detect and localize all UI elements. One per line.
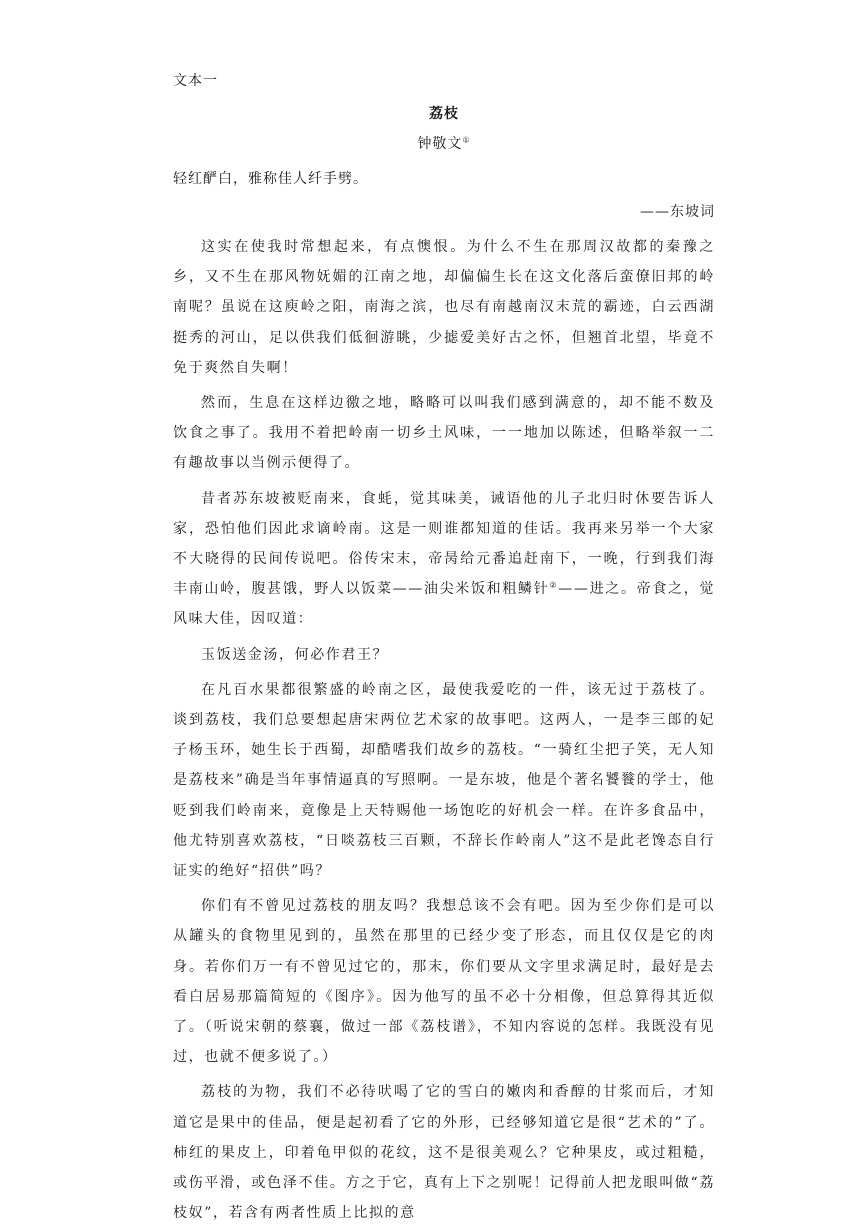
document-page bbox=[173, 66, 715, 1229]
author-name: 钟敬文 bbox=[417, 136, 463, 152]
paragraph-3-text-before: 昔者苏东坡被贬南来，食蚝，觉其味美，诫语他的儿子北归时休要告诉人家，恐怕他们因此求谪岭南。这是一则谁都知道的佳话。我再来另举一个大家不大晓得的民间传说吧。俗传宋末，帝昺给元番追赶南下，一晚，行到我们海丰南山岭，腹甚饿，野人以饭菜——油尖米饭和粗鳞针 bbox=[173, 490, 715, 598]
paragraph-6: 你们有不曾见过荔枝的朋友吗？我想总该不会有吧。因为至少你们是可以从罐头的食物里见到的，虽然在那里的已经少变了形态，而且仅仅是它的肉身。若你们万一有不曾见过它的，那末，你们要从文字里求满足时，最好是去看白居易那篇简短的《图序》。因为他写的虽不必十分相像，但总算得其近似了。（听说宋朝的蔡襄，做过一部《荔枝谱》，不知内容说的怎样。我既没有见过，也就不便多说了。） bbox=[173, 898, 715, 1066]
paragraph-2: 然而，生息在这样边徼之地，略略可以叫我们感到满意的，却不能不数及饮食之事了。我用不着把岭南一切乡土风味，一一地加以陈述，但略举叙一二有趣故事以当例示便得了。 bbox=[173, 395, 715, 472]
epigraph-source: ——东坡词 bbox=[640, 204, 715, 220]
author-line bbox=[173, 129, 715, 159]
paragraph-1: 这实在使我时常想起来，有点懊恨。为什么不生在那周汉故都的秦豫之乡，又不生在那风物妩媚的江南之地，却偏偏生长在这文化落后蛮僚旧邦的岭南呢？虽说在这庾岭之阳，南海之滨，也尽有南越南汉末荒的霸迹，白云西湖挺秀的河山，足以供我们低徊游眺，少摅爱美好古之怀，但翘首北望，毕竟不免于爽然自失啊！ bbox=[173, 239, 715, 376]
essay-title: 荔枝 bbox=[429, 106, 459, 122]
paragraph-5: 在凡百水果都很繁盛的岭南之区，最使我爱吃的一件，该无过于荔枝了。谈到荔枝，我们总要想起唐宋两位艺术家的故事吧。这两人，一是李三郎的妃子杨玉环，她生长于西蜀，却酷嗜我们故乡的荔枝。“一骑红尘把子笑，无人知是荔枝来”确是当年事情逼真的写照啊。一是东坡，他是个著名饕餮的学士，他贬到我们岭南来，竟像是上天特赐他一场饱吃的好机会一样。在许多食品中，他尤特别喜欢荔枝，“日啖荔枝三百颗，不辞长作岭南人”这不是此老馋态自行证实的绝好“招供”吗？ bbox=[173, 681, 715, 880]
epigraph-text: 轻红酽白，雅称佳人纤手劈。 bbox=[173, 171, 368, 187]
section-label: 文本一 bbox=[173, 73, 218, 89]
paragraph-3 bbox=[173, 484, 715, 635]
paragraph-7: 荔枝的为物，我们不必待吠喝了它的雪白的嫩肉和香醇的甘浆而后，才知道它是果中的佳品，便是起初看了它的外形，已经够知道它是很“艺术的”了。柿红的果皮上，印着龟甲似的花纹，这不是很美观么？它种果皮，或过粗糙，或伤平滑，或色泽不佳。方之于它，真有上下之别呢！记得前人把龙眼叫做“荔枝奴”，若含有两者性质上比拟的意 bbox=[173, 1084, 715, 1222]
author-footnote-marker[interactable]: ① bbox=[462, 135, 471, 145]
paragraph-3-text-after: ——进之。帝食之，觉风味大佳，因叹道： bbox=[173, 581, 715, 628]
paragraph-4: 玉饭送金汤，何必作君王？ bbox=[201, 646, 389, 663]
footnote-marker-2[interactable]: ② bbox=[549, 580, 559, 590]
